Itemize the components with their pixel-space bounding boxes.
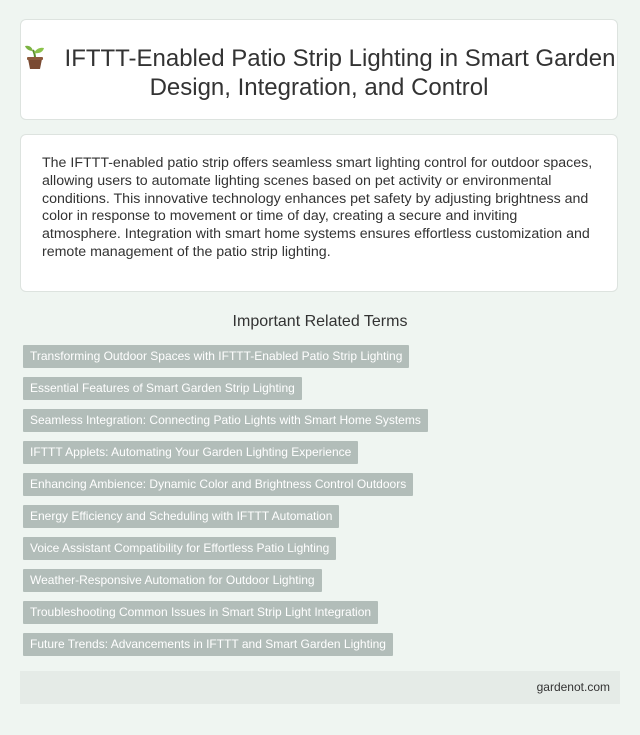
- title-card: [20, 19, 618, 120]
- page-title: [21, 44, 617, 102]
- related-term-tag[interactable]: Transforming Outdoor Spaces with IFTTT-Enabled Patio Strip Lighting: [23, 345, 409, 368]
- related-terms-list: [23, 345, 428, 665]
- related-term-tag[interactable]: Essential Features of Smart Garden Strip Lighting: [23, 377, 302, 400]
- related-terms-heading: Important Related Terms: [232, 313, 408, 330]
- related-term-tag[interactable]: Seamless Integration: Connecting Patio Lights with Smart Home Systems: [23, 409, 428, 432]
- related-term-tag[interactable]: Weather-Responsive Automation for Outdoor Lighting: [23, 569, 322, 592]
- related-term-tag[interactable]: Troubleshooting Common Issues in Smart Strip Light Integration: [23, 601, 378, 624]
- footer-site-link[interactable]: gardenot.com: [536, 680, 610, 694]
- description-text: The IFTTT-enabled patio strip offers seamless smart lighting control for outdoor spaces, allowing users to automate lighting scenes based on pet activity or environmental conditions. This innovative technology enhances pet safety by adjusting brightness and color in response to movement or time of day, creating a secure and inviting atmosphere. Integration with smart home systems ensures effortless customization and remote management of the patio strip lighting.: [42, 155, 593, 260]
- related-term-tag[interactable]: IFTTT Applets: Automating Your Garden Lighting Experience: [23, 441, 358, 464]
- related-term-tag[interactable]: Future Trends: Advancements in IFTTT and Smart Garden Lighting: [23, 633, 393, 656]
- page-title-text: IFTTT-Enabled Patio Strip Lighting in Smart Garden Design, Integration, and Control: [64, 45, 616, 101]
- description-card: [20, 134, 618, 292]
- related-term-tag[interactable]: Voice Assistant Compatibility for Effortless Patio Lighting: [23, 537, 336, 560]
- sprout-icon: [23, 44, 47, 70]
- footer: [20, 671, 620, 704]
- related-term-tag[interactable]: Enhancing Ambience: Dynamic Color and Brightness Control Outdoors: [23, 473, 413, 496]
- related-term-tag[interactable]: Energy Efficiency and Scheduling with IFTTT Automation: [23, 505, 339, 528]
